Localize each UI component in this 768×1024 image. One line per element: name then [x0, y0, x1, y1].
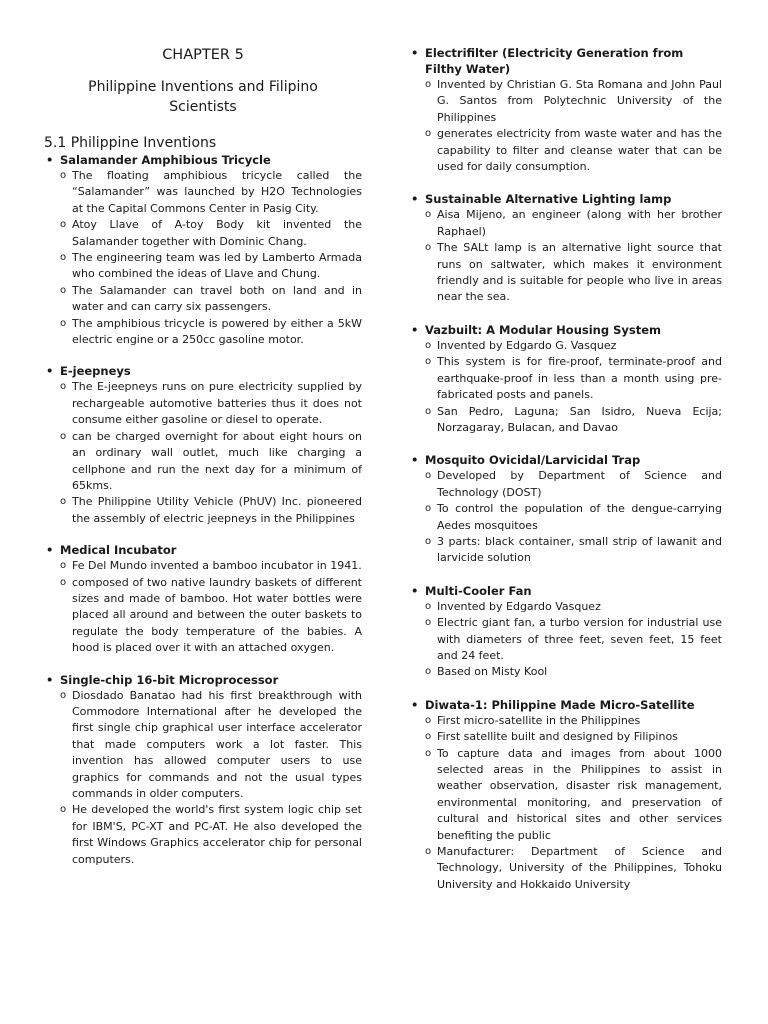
topic-electrifilter-electricity-generation-fro [409, 45, 722, 175]
list-item [425, 240, 722, 306]
list-item [60, 379, 362, 428]
list-item [60, 429, 362, 495]
topic-heading [44, 152, 362, 168]
circle-bullet-icon: o [425, 846, 432, 858]
list-item [425, 338, 722, 354]
page-title-line-1: Philippine Inventions and Filipino [88, 79, 318, 95]
sub-item-list [409, 468, 722, 566]
topic-heading-text: Salamander Amphibious Tricycle [60, 153, 271, 167]
topic-mosquito-ovicidal-larvicidal-trap [409, 452, 722, 566]
list-item-text: The floating amphibious tricycle called the “Salamander” was launched by H2O Technologies at the Capital Commons Center in Pasig City. [72, 169, 362, 215]
sub-item-list [409, 207, 722, 305]
list-item-text: composed of two native laundry baskets of different sizes and made of bamboo. Hot water bottles were placed all around and between the outer baskets to regulate the body temperature of the babies. A hood is placed over it with an attached oxygen. [72, 575, 362, 655]
list-item-text: Electric giant fan, a turbo version for industrial use with diameters of three feet, seven feet, 15 feet and 24 feet. [437, 616, 722, 662]
bullet-icon: • [411, 453, 419, 468]
list-item-text: This system is for fire-proof, terminate-proof and earthquake-proof in less than a month using pre-fabricated posts and panels. [437, 355, 722, 402]
list-item [60, 283, 362, 316]
bullet-icon: • [411, 322, 419, 337]
bullet-icon: • [46, 364, 54, 379]
sub-item-list [409, 77, 722, 175]
topic-e-jeepneys [44, 363, 362, 527]
list-item-text: Based on Misty Kool [437, 665, 548, 679]
list-item-text: Aisa Mijeno, an engineer (along with her brother Raphael) [437, 208, 722, 238]
topic-heading-text: Single-chip 16-bit Microprocessor [60, 672, 279, 687]
circle-bullet-icon: o [60, 496, 67, 508]
topic-vazbuilt-a-modular-housing-system [409, 322, 722, 436]
circle-bullet-icon: o [425, 128, 432, 140]
list-item-text: First micro-satellite in the Philippines [437, 713, 641, 727]
list-item-text: He developed the world's first system logic chip set for IBM'S, PC-XT and PC-AT. He also developed the first Windows Graphics accelerator chip for personal computers. [72, 803, 362, 866]
bullet-icon: • [411, 583, 419, 598]
topic-heading-text: Mosquito Ovicidal/Larvicidal Trap [425, 453, 641, 468]
left-topic-list [44, 152, 362, 868]
list-item [425, 207, 722, 240]
circle-bullet-icon: o [60, 560, 67, 572]
list-item-text: First satellite built and designed by Filipinos [437, 730, 678, 744]
list-item [425, 468, 722, 501]
circle-bullet-icon: o [425, 339, 432, 351]
sub-item-list [409, 599, 722, 681]
list-item-text: Fe Del Mundo invented a bamboo incubator in 1941. [72, 559, 362, 573]
circle-bullet-icon: o [425, 209, 432, 221]
topic-heading [409, 583, 722, 599]
page-title [44, 77, 362, 117]
list-item-text: The E-jeepneys runs on pure electricity supplied by rechargeable automotive batteries thus it does not consume either gasoline or diesel to operate. [72, 380, 362, 427]
bullet-icon: • [411, 697, 419, 712]
list-item [60, 168, 362, 217]
list-item [425, 126, 722, 175]
list-item [425, 615, 722, 664]
list-item-text: The Philippine Utility Vehicle (PhUV) Inc. pioneered the assembly of electric jeepneys in the Philippines [72, 495, 362, 525]
list-item [60, 802, 362, 868]
topic-heading-text: Vazbuilt: A Modular Housing System [425, 322, 661, 337]
sub-item-list [409, 713, 722, 893]
list-item-text: Manufacturer: Department of Science and Technology, University of the Philippines, Tohoku University and Hokkaido University [437, 845, 722, 891]
right-topic-list [409, 45, 722, 893]
topic-heading [409, 322, 722, 338]
bullet-icon: • [46, 672, 54, 687]
circle-bullet-icon: o [425, 666, 432, 678]
topic-heading [409, 45, 722, 77]
list-item-text: Invented by Edgardo Vasquez [437, 599, 601, 613]
topic-heading-text: Multi-Cooler Fan [425, 583, 532, 598]
list-item-text: To capture data and images from about 1000 selected areas in the Philippines to assist in weather observation, disaster risk management, environmental monitoring, and preservation of cultural and historical sites and other services benefiting the public [437, 746, 722, 842]
list-item [425, 729, 722, 745]
circle-bullet-icon: o [60, 170, 67, 181]
list-item-text: Atoy Llave of A-toy Body kit invented the Salamander together with Dominic Chang. [72, 218, 362, 248]
topic-medical-incubator [44, 542, 362, 656]
list-item [425, 713, 722, 729]
list-item [425, 354, 722, 403]
list-item-text: Developed by Department of Science and Technology (DOST) [437, 469, 722, 499]
list-item [425, 534, 722, 567]
circle-bullet-icon: o [60, 576, 67, 588]
circle-bullet-icon: o [425, 242, 432, 254]
topic-diwata-1-philippine-made-micro-satellite [409, 697, 722, 893]
chapter-label: CHAPTER 5 [162, 47, 244, 63]
list-item [60, 688, 362, 803]
list-item [60, 217, 362, 250]
list-item-text: Invented by Edgardo G. Vasquez [437, 338, 617, 352]
bullet-icon: • [411, 46, 419, 60]
sub-item-list [409, 338, 722, 436]
list-item-text: can be charged overnight for about eight hours on an ordinary wall outlet, much like charging a cellphone and run the next day for a minimum of 65kms. [72, 429, 362, 492]
circle-bullet-icon: o [425, 535, 432, 547]
page-title-line-2: Scientists [169, 99, 237, 115]
sub-item-list [44, 379, 362, 527]
list-item-text: Invented by Christian G. Sta Romana and John Paul G. Santos from Polytechnic University of the Philippines [437, 78, 722, 124]
circle-bullet-icon: o [60, 317, 67, 329]
list-item [60, 558, 362, 574]
topic-heading [409, 191, 722, 207]
right-column [409, 0, 722, 893]
list-item [425, 599, 722, 615]
circle-bullet-icon: o [425, 470, 432, 482]
sub-item-list [44, 168, 362, 348]
circle-bullet-icon: o [425, 747, 432, 759]
sub-item-list [44, 558, 362, 656]
topic-salamander-amphibious-tricycle [44, 152, 362, 348]
list-item-text: San Pedro, Laguna; San Isidro, Nueva Ecija; Norzagaray, Bulacan, and Davao [437, 404, 722, 434]
circle-bullet-icon: o [60, 689, 67, 701]
list-item-text: The Salamander can travel both on land and in water and can carry six passengers. [72, 283, 362, 314]
list-item [425, 664, 722, 680]
sub-item-list [44, 688, 362, 868]
circle-bullet-icon: o [60, 804, 67, 816]
list-item-text: Diosdado Banatao had his first breakthrough with Commodore International after he developed the first single chip graphical user interface accelerator that made computers work a lot faster. This invention has allowed computer users to use graphics for commands and not the usual types commands in older computers. [72, 688, 362, 800]
list-item-text: 3 parts: black container, small strip of lawanit and larvicide solution [437, 534, 722, 565]
circle-bullet-icon: o [60, 252, 67, 264]
topic-heading-text: Electrifilter (Electricity Generation from Filthy Water) [425, 46, 684, 76]
circle-bullet-icon: o [425, 731, 432, 743]
topic-heading [44, 363, 362, 379]
left-column [44, 0, 362, 868]
list-item [60, 250, 362, 283]
list-item-text: generates electricity from waste water and has the capability to filter and cleanse water that can be used for daily consumption. [437, 127, 722, 174]
bullet-icon: • [411, 192, 419, 207]
topic-single-chip-16-bit-microprocessor [44, 672, 362, 868]
circle-bullet-icon: o [425, 503, 432, 515]
topic-heading-text: Sustainable Alternative Lighting lamp [425, 192, 672, 207]
list-item-text: To control the population of the dengue-carrying Aedes mosquitoes [437, 502, 722, 532]
topic-heading [409, 697, 722, 713]
list-item [425, 844, 722, 893]
circle-bullet-icon: o [425, 600, 432, 612]
list-item [425, 77, 722, 126]
topic-heading-text: Diwata-1: Philippine Made Micro-Satellite [425, 697, 695, 712]
bullet-icon: • [46, 543, 54, 558]
list-item-text: The amphibious tricycle is powered by either a 5kW electric engine or a 250cc gasoline motor. [72, 316, 362, 347]
circle-bullet-icon: o [60, 430, 67, 442]
list-item [60, 575, 362, 657]
circle-bullet-icon: o [60, 284, 67, 296]
list-item [425, 501, 722, 534]
topic-heading-text: Medical Incubator [60, 543, 177, 558]
topic-multi-cooler-fan [409, 583, 722, 681]
circle-bullet-icon: o [425, 714, 432, 726]
topic-heading [44, 672, 362, 688]
circle-bullet-icon: o [425, 405, 432, 417]
list-item [425, 404, 722, 437]
circle-bullet-icon: o [425, 79, 432, 90]
topic-sustainable-alternative-lighting-lamp [409, 191, 722, 305]
topic-heading [409, 452, 722, 468]
section-heading: 5.1 Philippine Inventions [44, 135, 217, 151]
list-item [425, 746, 722, 844]
topic-heading [44, 542, 362, 558]
circle-bullet-icon: o [425, 356, 432, 368]
bullet-icon: • [46, 153, 54, 167]
topic-heading-text: E-jeepneys [60, 364, 131, 379]
circle-bullet-icon: o [425, 617, 432, 629]
circle-bullet-icon: o [60, 219, 67, 231]
circle-bullet-icon: o [60, 381, 67, 393]
list-item-text: The SALt lamp is an alternative light source that runs on saltwater, which makes it environment friendly and is suitable for people who live in areas near the sea. [437, 241, 722, 304]
list-item [60, 316, 362, 349]
list-item [60, 494, 362, 527]
list-item-text: The engineering team was led by Lamberto Armada who combined the ideas of Llave and Chung. [72, 251, 362, 281]
